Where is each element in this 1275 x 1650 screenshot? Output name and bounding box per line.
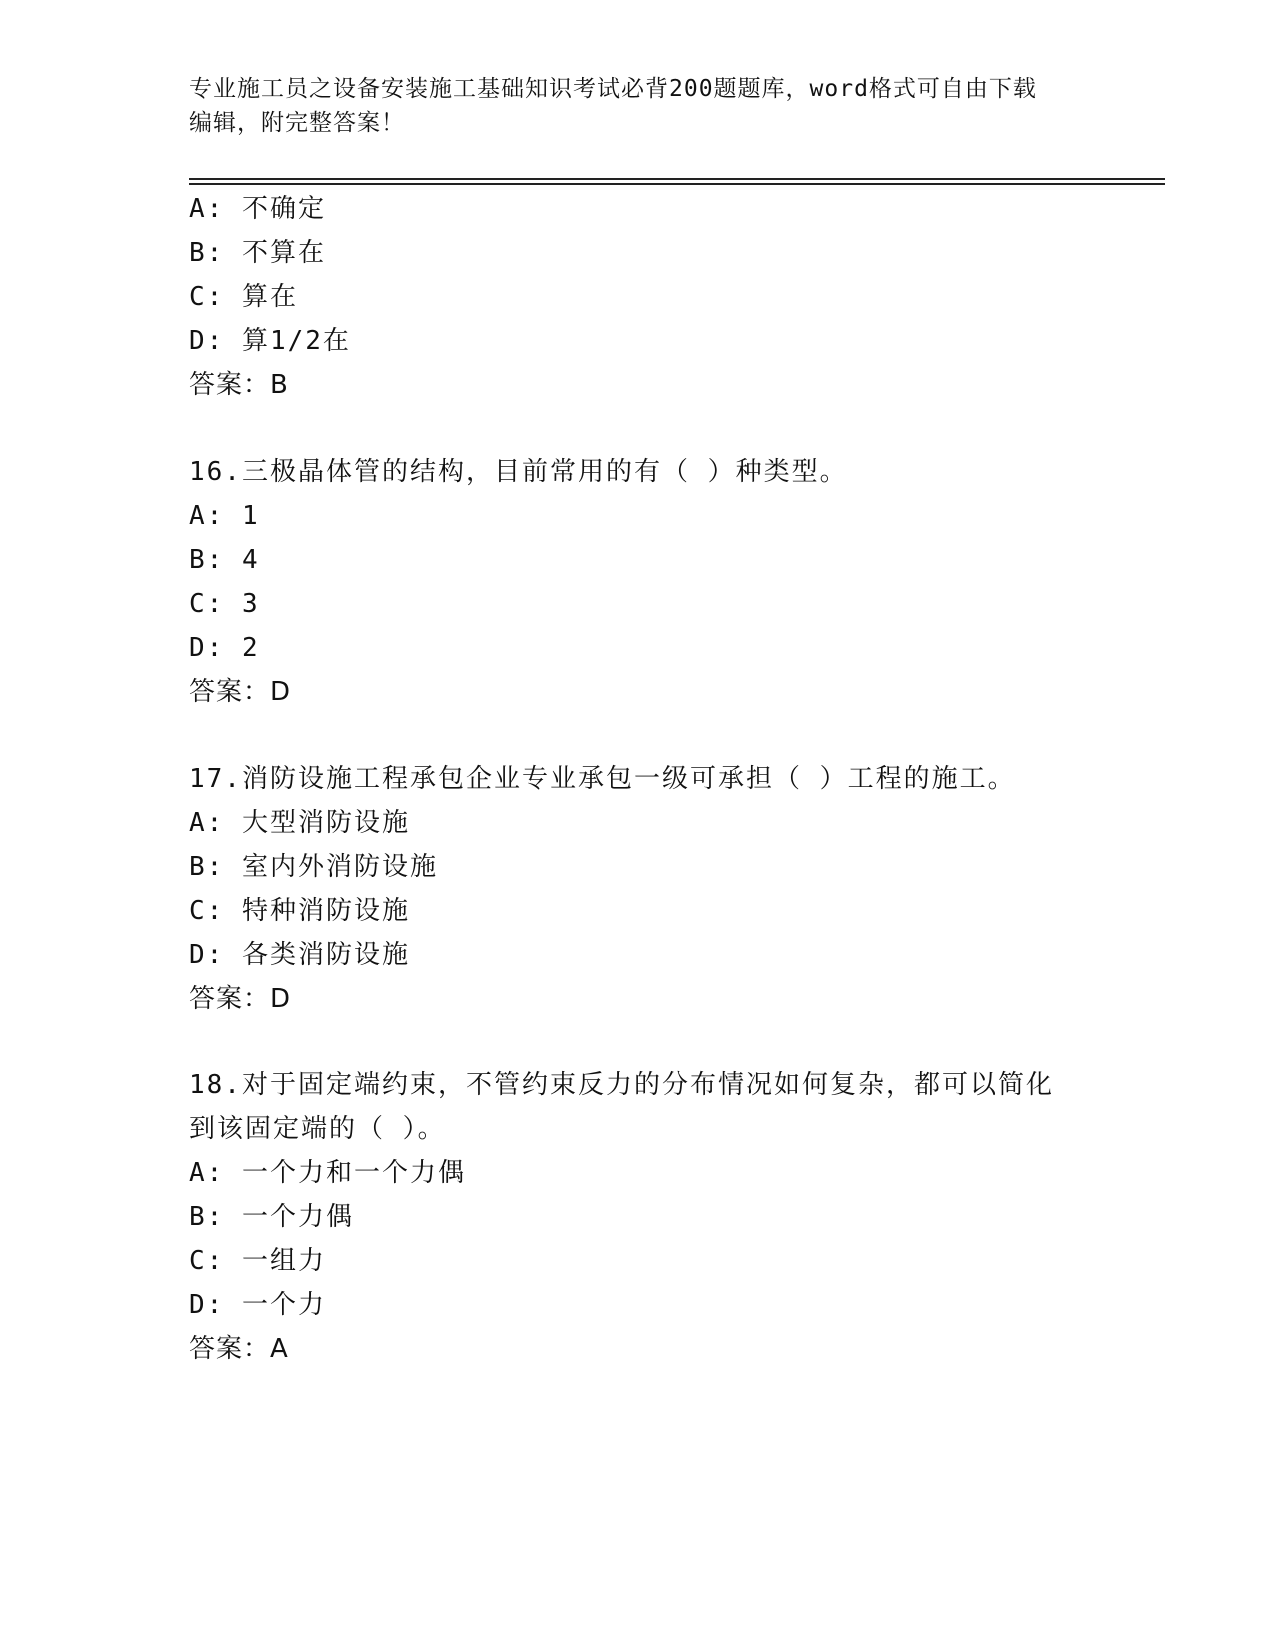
header-title-line-2: 编辑，附完整答案！ xyxy=(189,110,405,136)
q17-option-b: B: 室内外消防设施 xyxy=(189,852,438,882)
q18-answer: 答案：A xyxy=(189,1334,289,1364)
q18-option-c: C: 一组力 xyxy=(189,1246,326,1276)
header-divider-bottom xyxy=(189,183,1165,185)
q15-option-c: C: 算在 xyxy=(189,282,298,312)
q18-question-line-2: 到该固定端的（ ）。 xyxy=(189,1114,446,1144)
q15-option-d: D: 算1/2在 xyxy=(189,326,351,356)
q17-answer: 答案：D xyxy=(189,984,292,1014)
q16-option-c: C: 3 xyxy=(189,589,260,619)
q15-option-a: A: 不确定 xyxy=(189,194,326,224)
q18-option-a: A: 一个力和一个力偶 xyxy=(189,1158,466,1188)
q17-option-a: A: 大型消防设施 xyxy=(189,808,410,838)
q16-answer: 答案：D xyxy=(189,677,292,707)
q18-option-b: B: 一个力偶 xyxy=(189,1202,354,1232)
q15-option-b: B: 不算在 xyxy=(189,238,326,268)
q16-option-a: A: 1 xyxy=(189,501,260,531)
q16-option-d: D: 2 xyxy=(189,633,260,663)
q16-question: 16.三极晶体管的结构，目前常用的有（ ）种类型。 xyxy=(189,457,848,487)
q15-answer: 答案：B xyxy=(189,370,289,400)
q17-question: 17.消防设施工程承包企业专业承包一级可承担（ ）工程的施工。 xyxy=(189,764,1016,794)
header-title-line-1: 专业施工员之设备安装施工基础知识考试必背200题题库，word格式可自由下载 xyxy=(189,76,1037,102)
q18-option-d: D: 一个力 xyxy=(189,1290,326,1320)
document-header xyxy=(189,72,1089,140)
header-divider-top xyxy=(189,178,1165,180)
q16-option-b: B: 4 xyxy=(189,545,260,575)
q17-option-c: C: 特种消防设施 xyxy=(189,896,410,926)
q17-option-d: D: 各类消防设施 xyxy=(189,940,410,970)
q18-question-line-1: 18.对于固定端约束，不管约束反力的分布情况如何复杂，都可以简化 xyxy=(189,1070,1054,1100)
